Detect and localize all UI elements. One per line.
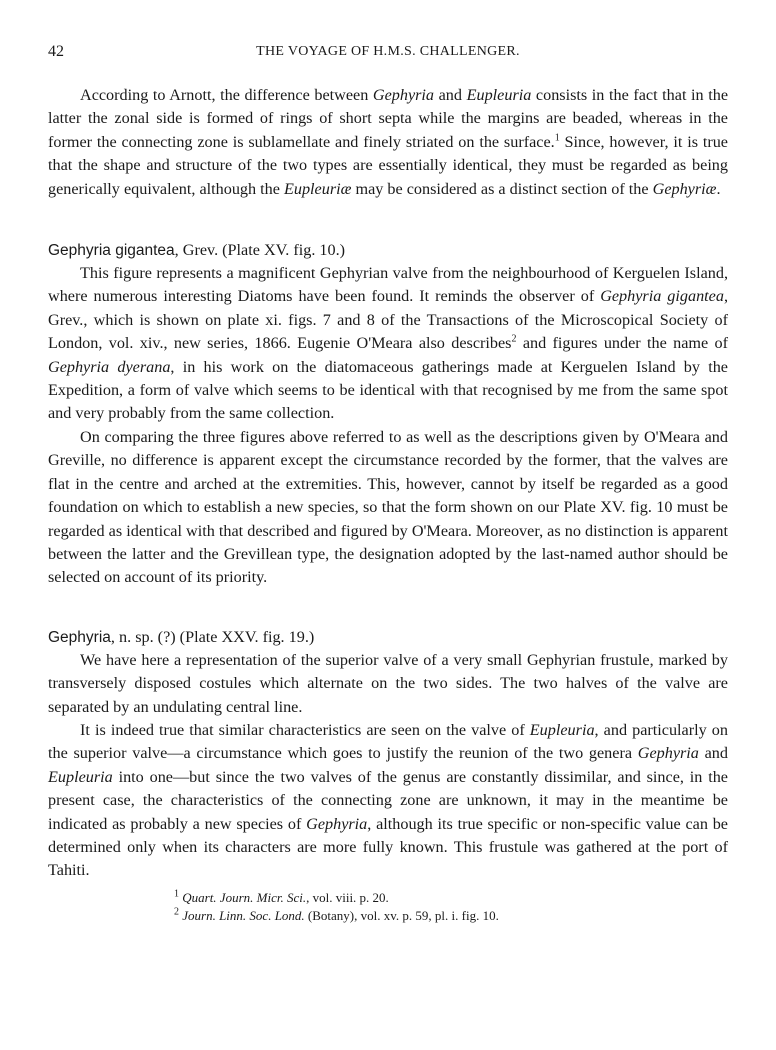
footnote-ref-1: 1 bbox=[554, 132, 560, 144]
section-heading-gephyria-gigantea: Gephyria gigantea, Grev. (Plate XV. fig. 10.) bbox=[48, 241, 346, 260]
section-gap bbox=[48, 590, 728, 626]
new-species-paragraph-2: It is indeed true that similar characteristics are seen on the valve of Eupleuria, and particularly on the superior valve—a circumstance which goes to justify the reunion of the two genera Gephyria and Eupleuria into one—but since the two valves of the genus are constantly dissimilar, and since, in the present case, the characteristics of the connecting zone are unknown, it may in the meantime be indicated as probably a new species of Gephyria, although its true specific or non-specific value can be determined only when its characters are more fully known. This frustule was gathered at the port of Tahiti. bbox=[48, 720, 728, 880]
running-title: THE VOYAGE OF H.M.S. CHALLENGER. bbox=[256, 44, 520, 59]
document-page bbox=[48, 40, 728, 925]
new-species-paragraph-1: We have here a representation of the superior valve of a very small Gephyrian frustule, marked by transversely disposed costules which alternate on the two sides. The two halves of the valve are separated by an undulating central line. bbox=[48, 650, 728, 716]
footnote-2: $^2$ Journ. Linn. Soc. Lond. (Botany), vol. xv. p. 59, pl. i. fig. 10. bbox=[174, 906, 499, 923]
gigantea-paragraph-2: On comparing the three figures above referred to as well as the descriptions given by O'Meara and Greville, no difference is apparent except the circumstance recorded by the former, that the valves are flat in the centre and arched at the extremities. This, however, cannot by itself be regarded as a good foundation on which to establish a new species, so that the form shown on our Plate XV. fig. 10 must be regarded as identical with that described and figured by O'Meara. Moreover, as no distinction is apparent between the latter and the Grevillean type, the designation adopted by the last-named author should be selected on account of its priority. bbox=[48, 427, 728, 587]
gigantea-paragraph-1: This figure represents a magnificent Gephyrian valve from the neighbourhood of Kerguelen Island, where numerous interesting Diatoms have been found. It reminds the observer of Gephyria gigantea, Grev., which is shown on plate xi. figs. 7 and 8 of the Transactions of the Microscopical Society of London, vol. xiv., new series, 1866. Eugenie O'Meara also describes$^2$ and figures under the name of Gephyria dyerana, in his work on the diatomaceous gatherings made at Kerguelen Island by the Expedition, a form of valve which seems to be identical with that recognised by me from the same spot and very probably from the same collection. bbox=[48, 264, 728, 423]
footnotes bbox=[48, 889, 728, 925]
running-head bbox=[48, 40, 728, 70]
footnote-1: $^1$ Quart. Journ. Micr. Sci., vol. viii. p. 20. bbox=[174, 888, 389, 905]
section-heading-gephyria-new-species: Gephyria, n. sp. (?) (Plate XXV. fig. 19.) bbox=[48, 627, 315, 646]
page-number: 42 bbox=[48, 43, 64, 60]
intro-paragraph: According to Arnott, the difference between Gephyria and Eupleuria consists in the fact that in the latter the zonal side is formed of rings of short septa while the margins are beaded, whereas in the former the connecting zone is sublamellate and finely striated on the surface.$^1$ Since, however, it is true that the shape and structure of the two types are essentially identical, they must be regarded as being generically equivalent, although the Eupleuriæ may be considered as a distinct section of the Gephyriæ. bbox=[48, 86, 729, 198]
section-gap bbox=[48, 201, 728, 239]
footnote-ref-2: 2 bbox=[511, 333, 517, 345]
